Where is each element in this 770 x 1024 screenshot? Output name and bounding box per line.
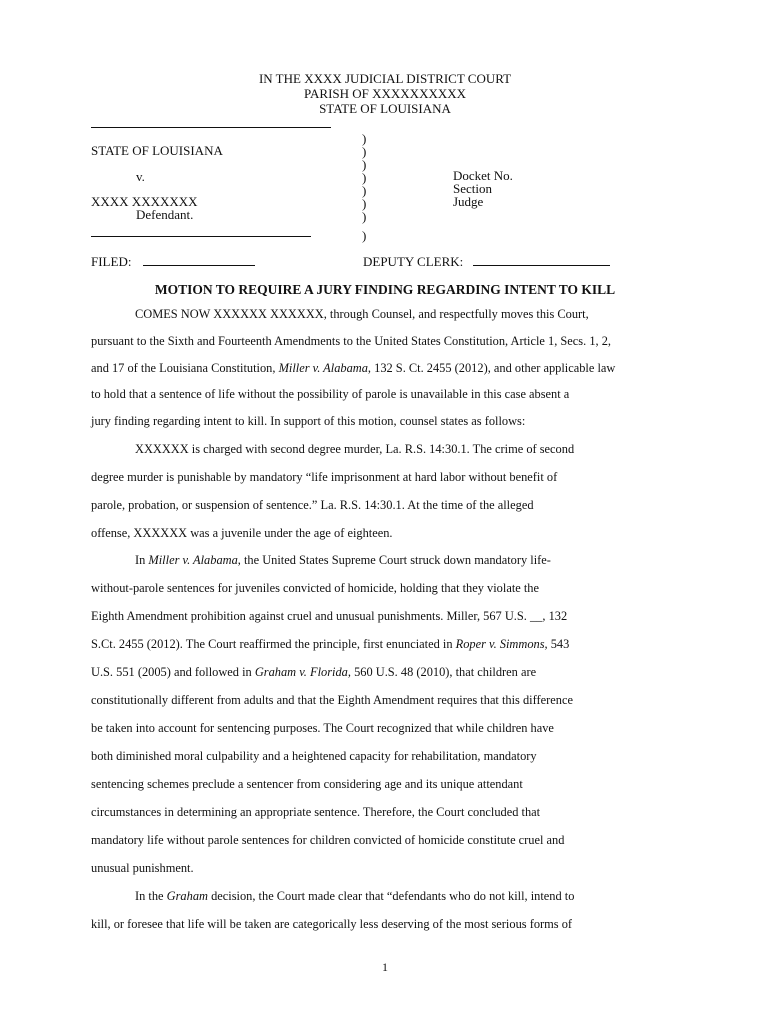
caption-paren: )	[362, 209, 367, 224]
caption-paren: )	[362, 228, 367, 243]
body-line: S.Ct. 2455 (2012). The Court reaffirmed the principle, first enunciated in Roper v. Simmons, 543	[91, 637, 570, 651]
body-line: to hold that a sentence of life without the possibility of parole is unavailable in this case absent a	[91, 387, 570, 401]
body-line: circumstances in determining an appropriate sentence. Therefore, the Court concluded that	[91, 805, 541, 819]
body-line: jury finding regarding intent to kill. In support of this motion, counsel states as follows:	[91, 414, 526, 428]
body-line: parole, probation, or suspension of sentence.” La. R.S. 14:30.1. At the time of the alleged	[91, 498, 534, 512]
body-line: and 17 of the Louisiana Constitution, Miller v. Alabama, 132 S. Ct. 2455 (2012), and other applicable law	[91, 361, 616, 375]
caption-paren: )	[362, 170, 367, 185]
caption-paren: )	[362, 196, 367, 211]
section-label: Section	[453, 181, 492, 196]
caption-paren: )	[362, 183, 367, 198]
filed-blank	[143, 253, 255, 266]
filed-label: FILED:	[91, 254, 132, 269]
body-line: offense, XXXXXX was a juvenile under the age of eighteen.	[91, 526, 393, 540]
deputy-clerk-label: DEPUTY CLERK:	[363, 254, 464, 269]
state-name: STATE OF LOUISIANA	[319, 101, 451, 116]
defendant-name: XXXX XXXXXXX	[91, 194, 198, 209]
versus-label: v.	[136, 169, 145, 184]
body-line: constitutionally different from adults and that the Eighth Amendment requires that this difference	[91, 693, 573, 707]
body-line: mandatory life without parole sentences for children convicted of homicide constitute cruel and	[91, 833, 565, 847]
caption-paren: )	[362, 131, 367, 146]
case-citation: Graham v. Florida,	[254, 665, 351, 679]
caption-paren: )	[362, 157, 367, 172]
case-citation: Miller v. Alabama	[148, 553, 238, 567]
filed-field	[91, 253, 255, 270]
body-line: COMES NOW XXXXXX XXXXXX, through Counsel, and respectfully moves this Court,	[135, 307, 589, 321]
case-citation: Graham	[166, 889, 208, 903]
body-line: kill, or foresee that life will be taken are categorically less deserving of the most serious forms of	[91, 917, 573, 931]
body-line: without-parole sentences for juveniles convicted of homicide, holding that they violate the	[91, 581, 539, 595]
plaintiff-name: STATE OF LOUISIANA	[91, 143, 223, 158]
body-line: degree murder is punishable by mandatory “life imprisonment at hard labor without benefit of	[91, 470, 558, 484]
judge-label: Judge	[453, 194, 484, 209]
body-line: be taken into account for sentencing purposes. The Court recognized that while children have	[91, 721, 554, 735]
body-line: pursuant to the Sixth and Fourteenth Amendments to the United States Constitution, Article 1, Secs. 1, 2,	[91, 334, 612, 348]
docket-label: Docket No.	[453, 168, 513, 183]
case-citation: Roper v. Simmons,	[455, 637, 548, 651]
body-line: U.S. 551 (2005) and followed in Graham v. Florida, 560 U.S. 48 (2010), that children are	[91, 665, 537, 679]
body-line: unusual punishment.	[91, 861, 194, 875]
body-line: sentencing schemes preclude a sentencer from considering age and its unique attendant	[91, 777, 523, 791]
parish-name: PARISH OF XXXXXXXXXX	[303, 86, 467, 101]
page-number: 1	[382, 960, 388, 974]
body-line: Eighth Amendment prohibition against cruel and unusual punishments. Miller, 567 U.S. __, 132	[91, 609, 568, 623]
body-line: both diminished moral culpability and a heightened capacity for rehabilitation, mandatory	[91, 749, 537, 763]
caption-top-rule	[91, 127, 331, 128]
motion-title: MOTION TO REQUIRE A JURY FINDING REGARDING INTENT TO KILL	[154, 282, 616, 297]
caption-paren: )	[362, 144, 367, 159]
body-line: XXXXXX is charged with second degree murder, La. R.S. 14:30.1. The crime of second	[135, 442, 575, 456]
body-line: In the Graham decision, the Court made clear that “defendants who do not kill, intend to	[135, 889, 575, 903]
court-name: IN THE XXXX JUDICIAL DISTRICT COURT	[258, 71, 512, 86]
case-citation: Miller v. Alabama	[278, 361, 368, 375]
deputy-clerk-field	[363, 253, 610, 270]
body-line: In Miller v. Alabama, the United States Supreme Court struck down mandatory life-	[135, 553, 551, 567]
caption-bottom-rule	[91, 236, 311, 237]
defendant-label: Defendant.	[136, 207, 194, 222]
deputy-clerk-blank	[473, 253, 610, 266]
